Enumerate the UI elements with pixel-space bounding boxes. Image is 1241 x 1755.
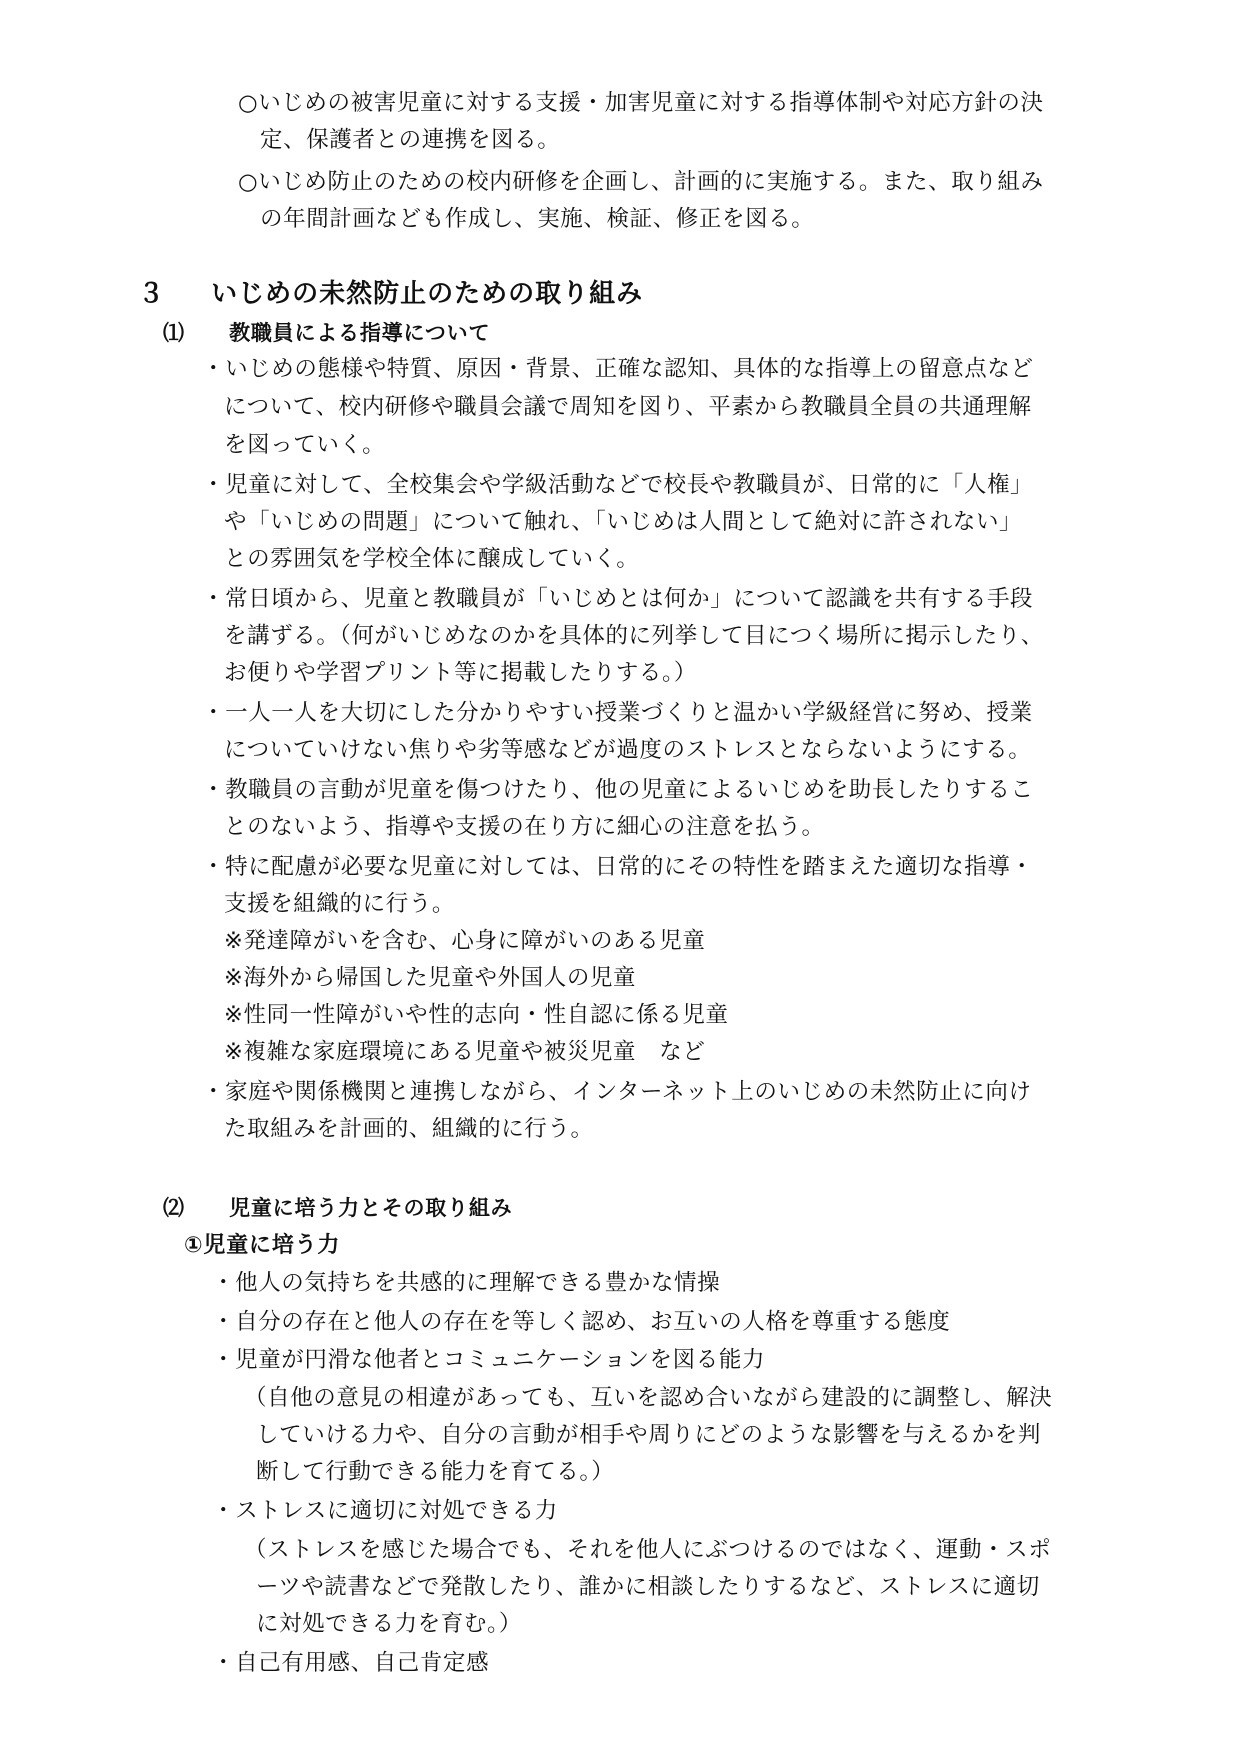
sub2-item-4-note-line-2: ーツや読書などで発散したり、誰かに相談したりするなど、ストレスに適切 xyxy=(256,1574,1040,1600)
sub2-item-3-note-line-2: していける力や、自分の言動が相手や周りにどのような影響を与えるかを判 xyxy=(256,1422,1041,1448)
subsection-2-heading xyxy=(163,1193,512,1223)
sub2-item-4-note-line-3: に対処できる力を育む。） xyxy=(256,1611,522,1637)
sub2-item-4: ・ストレスに適切に対処できる力 xyxy=(212,1498,558,1524)
intro-item-1-line-2: 定、保護者との連携を図る。 xyxy=(260,127,561,153)
subsection-1-number: ⑴ xyxy=(163,321,185,345)
sub2-item-3: ・児童が円滑な他者とコミュニケーションを図る能力 xyxy=(212,1347,766,1373)
subsection-1-title: 教職員による指導について xyxy=(229,321,491,345)
subsection-2-sub-a-heading: ①児童に培う力 xyxy=(184,1233,341,1258)
sub1-bullet-3-line-3: お便りや学習プリント等に掲載したりする。） xyxy=(224,660,697,686)
sub1-bullet-3-line-1: ・常日頃から、児童と教職員が「いじめとは何か」について認識を共有する手段 xyxy=(202,586,1034,612)
sub1-bullet-6-note-3: ※性同一性障がいや性的志向・性自認に係る児童 xyxy=(224,1002,729,1028)
sub1-bullet-7-line-1: ・家庭や関係機関と連携しながら、インターネット上のいじめの未然防止に向け xyxy=(202,1079,1032,1105)
sub1-bullet-7-line-2: た取組みを計画的、組織的に行う。 xyxy=(224,1116,594,1142)
sub1-bullet-1-line-2: について、校内研修や職員会議で周知を図り、平素から教職員全員の共通理解 xyxy=(224,394,1032,420)
section-3-number: ３ xyxy=(138,279,166,309)
sub1-bullet-2-line-2: や「いじめの問題」について触れ、「いじめは人間として絶対に許されない」 xyxy=(224,509,1023,535)
intro-item-2-line-1: ○いじめ防止のための校内研修を企画し、計画的に実施する。また、取り組み xyxy=(238,169,1044,195)
sub1-bullet-2-line-1: ・児童に対して、全校集会や学級活動などで校長や教職員が、日常的に「人権」 xyxy=(202,472,1034,498)
sub2-item-3-note-line-1: （自他の意見の相違があっても、互いを認め合いながら建設的に調整し、解決 xyxy=(244,1385,1053,1411)
sub2-item-3-note-line-3: 断して行動できる能力を育てる。） xyxy=(256,1459,615,1485)
sub1-bullet-6-line-1: ・特に配慮が必要な児童に対しては、日常的にその特性を踏まえた適切な指導・ xyxy=(202,854,1034,880)
sub1-bullet-4-line-1: ・一人一人を大切にした分かりやすい授業づくりと温かい学級経営に努め、授業 xyxy=(202,700,1033,726)
sub1-bullet-1-line-1: ・いじめの態様や特質、原因・背景、正確な認知、具体的な指導上の留意点など xyxy=(202,356,1034,382)
sub2-item-1: ・他人の気持ちを共感的に理解できる豊かな情操 xyxy=(212,1270,721,1296)
subsection-1-heading xyxy=(163,318,490,348)
sub1-bullet-1-line-3: を図っていく。 xyxy=(224,432,386,458)
sub2-item-2: ・自分の存在と他人の存在を等しく認め、お互いの人格を尊重する態度 xyxy=(212,1309,951,1335)
sub2-item-4-note-line-1: （ストレスを感じた場合でも、それを他人にぶつけるのではなく、運動・スポ xyxy=(244,1537,1052,1563)
subsection-2-number: ⑵ xyxy=(163,1196,185,1220)
sub2-item-5: ・自己有用感、自己肯定感 xyxy=(212,1650,490,1676)
section-3-title: いじめの未然防止のための取り組み xyxy=(211,279,644,309)
sub1-bullet-3-line-2: を講ずる。（何がいじめなのかを具体的に列挙して目につく場所に掲示したり、 xyxy=(224,623,1044,649)
sub1-bullet-4-line-2: についていけない焦りや劣等感などが過度のストレスとならないようにする。 xyxy=(224,737,1032,763)
sub1-bullet-6-note-2: ※海外から帰国した児童や外国人の児童 xyxy=(224,965,637,991)
sub1-bullet-2-line-3: との雰囲気を学校全体に醸成していく。 xyxy=(224,546,640,572)
section-3-heading xyxy=(138,279,643,309)
intro-item-1-line-1: ○いじめの被害児童に対する支援・加害児童に対する指導体制や対応方針の決 xyxy=(238,90,1044,116)
sub1-bullet-5-line-2: とのないよう、指導や支援の在り方に細心の注意を払う。 xyxy=(224,814,825,840)
intro-item-2-line-2: の年間計画なども作成し、実施、検証、修正を図る。 xyxy=(260,206,815,232)
sub1-bullet-6-note-4: ※複雑な家庭環境にある児童や被災児童 など xyxy=(224,1039,706,1065)
subsection-2-title: 児童に培う力とその取り組み xyxy=(229,1196,513,1220)
sub1-bullet-6-note-1: ※発達障がいを含む、心身に障がいのある児童 xyxy=(224,928,706,954)
sub1-bullet-6-line-2: 支援を組織的に行う。 xyxy=(224,891,456,917)
sub1-bullet-5-line-1: ・教職員の言動が児童を傷つけたり、他の児童によるいじめを助長したりするこ xyxy=(202,777,1034,803)
